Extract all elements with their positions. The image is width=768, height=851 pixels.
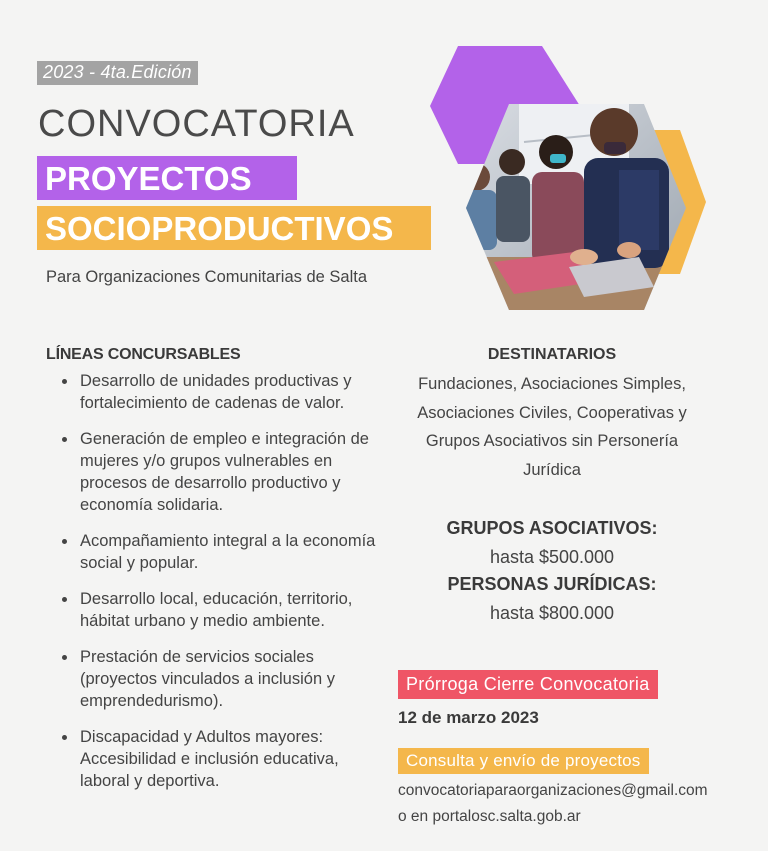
list-item: Prestación de servicios sociales (proyectos vinculados a inclusión y emprendedurismo). <box>46 646 376 712</box>
contact-email[interactable]: convocatoriaparaorganizaciones@gmail.com <box>398 782 708 799</box>
subtitle: Para Organizaciones Comunitarias de Salta <box>46 268 368 286</box>
contest-lines-title: LÍNEAS CONCURSABLES <box>46 346 241 363</box>
list-item: Desarrollo local, educación, territorio, hábitat urbano y medio ambiente. <box>46 588 376 632</box>
contest-lines-section <box>46 346 376 806</box>
deadline-date: 12 de marzo 2023 <box>398 708 539 727</box>
recipients-section <box>398 346 706 624</box>
legal-amount-value: hasta $800.000 <box>489 603 615 623</box>
contact-badge: Consulta y envío de proyectos <box>398 748 649 774</box>
groups-amount-value: hasta $500.000 <box>489 547 615 567</box>
edition-badge: 2023 - 4ta.Edición <box>37 61 198 85</box>
deadline-extension-badge: Prórroga Cierre Convocatoria <box>398 670 658 699</box>
contest-lines-list <box>46 370 376 792</box>
list-item: Discapacidad y Adultos mayores: Accesibilidad e inclusión educativa, laboral y deportiva. <box>46 726 376 792</box>
contact-portal[interactable]: o en portalosc.salta.gob.ar <box>398 808 581 825</box>
page-title: CONVOCATORIA <box>38 103 355 145</box>
groups-amount-title: GRUPOS ASOCIATIVOS: <box>446 518 658 538</box>
list-item: Generación de empleo e integración de mujeres y/o grupos vulnerables en procesos de desarrollo productivo y economía solidaria. <box>46 428 376 516</box>
list-item: Acompañamiento integral a la economía social y popular. <box>46 530 376 574</box>
list-item: Desarrollo de unidades productivas y fortalecimiento de cadenas de valor. <box>46 370 376 414</box>
legal-amount-title: PERSONAS JURÍDICAS: <box>447 574 657 594</box>
recipients-title: DESTINATARIOS <box>487 346 617 363</box>
title-band-yellow: SOCIOPRODUCTIVOS <box>37 206 431 250</box>
recipients-body: Fundaciones, Asociaciones Simples, Asociaciones Civiles, Cooperativas y Grupos Asociativos sin Personería Jurídica <box>417 375 687 479</box>
title-band-purple: PROYECTOS <box>37 156 297 200</box>
hero-hexagon-photo <box>424 42 714 312</box>
